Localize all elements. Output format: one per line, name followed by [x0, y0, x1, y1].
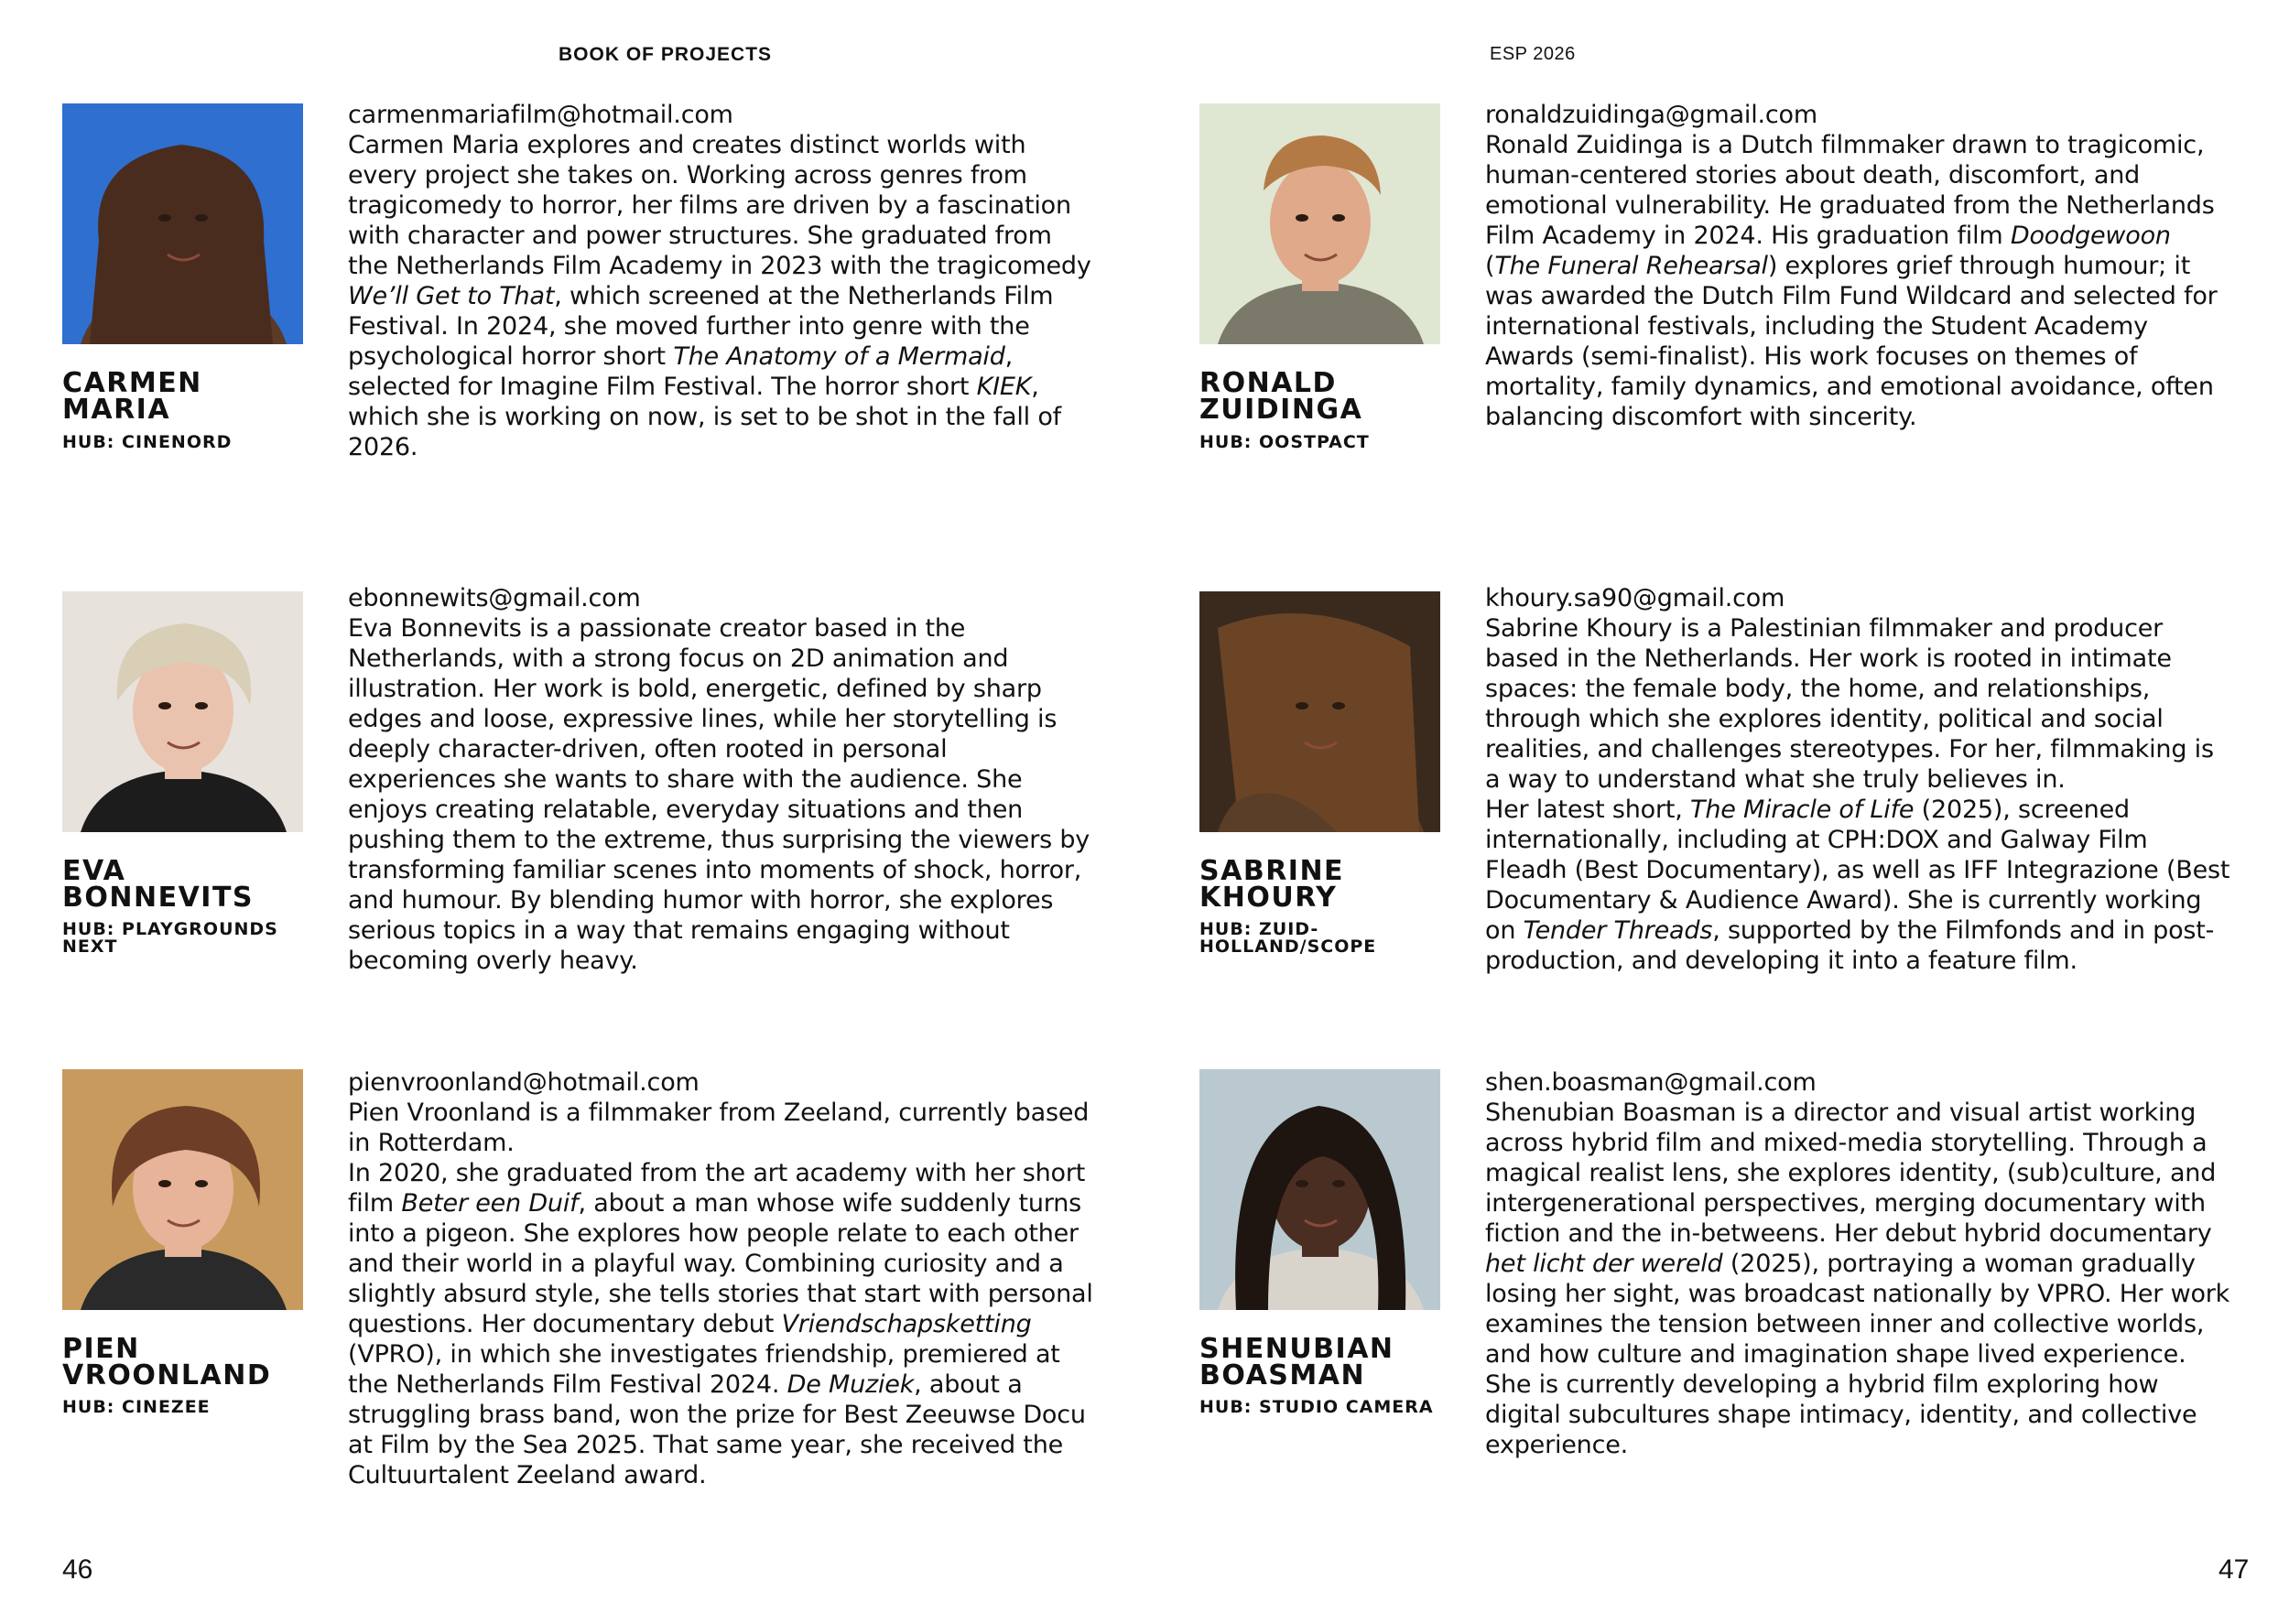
work-title: We’ll Get to That — [348, 282, 555, 310]
bio-block — [1485, 100, 2231, 432]
edition-header: ESP 2026 — [1490, 44, 1576, 64]
bio-text: , which she is working on now, is set to be shot in the fall of 2026. — [348, 373, 1061, 461]
bio-paragraph — [348, 1158, 1094, 1490]
portrait-photo — [62, 591, 303, 832]
work-title: Vriendschapsketting — [781, 1310, 1032, 1338]
profile-name-line1: SHENUBIAN — [1199, 1333, 1394, 1365]
hub-label: HUB: CINEZEE — [62, 1397, 211, 1417]
email-address[interactable]: ebonnewits@gmail.com — [348, 584, 641, 612]
bio-block — [348, 100, 1094, 462]
portrait-photo — [62, 1069, 303, 1310]
bio-text: , which screened at the Netherlands Film Festival. In 2024, she moved further into genre with the psychological horror short — [348, 282, 1054, 371]
profile-name-line2: KHOURY — [1199, 882, 1338, 914]
bio-text: , about a man whose wife suddenly turns into a pigeon. She explores how people relate to each other and their world in a playful way. Combining curiosity and a slightly absurd style, she tells stories that start with personal questions. Her documentary debut — [348, 1189, 1093, 1338]
work-title: het licht der wereld — [1485, 1250, 1723, 1278]
portrait-photo — [1199, 591, 1440, 832]
portrait-photo — [62, 103, 303, 344]
profile-name — [62, 367, 337, 426]
portrait-photo — [1199, 1069, 1440, 1310]
work-title: The Funeral Rehearsal — [1494, 252, 1768, 280]
bio-text: , selected for Imagine Film Festival. The horror short — [348, 342, 1014, 401]
work-title: Doodgewoon — [2010, 222, 2171, 250]
bio-text: , supported by the Filmfonds and in post-production, and developing it into a feature film. — [1485, 916, 2215, 975]
hub-label: HUB: PLAYGROUNDS NEXT — [62, 919, 278, 957]
bio-text: Ronald Zuidinga is a Dutch filmmaker drawn to tragicomic, human-centered stories about death, discomfort, and emotional vulnerability. He graduated from the Netherlands Film Academy in 2024. His graduation film — [1485, 131, 2215, 250]
page-number-right: 47 — [2218, 1554, 2250, 1585]
profile-name-line1: PIEN — [62, 1333, 140, 1365]
work-title: Tender Threads — [1523, 916, 1713, 945]
bio-text: , about a struggling brass band, won the prize for Best Zeeuwse Docu at Film by the Sea 2025. That same year, she received the Cultuurtalent Zeeland award. — [348, 1370, 1086, 1489]
work-title: The Miracle of Life — [1690, 796, 1915, 824]
work-title: De Muziek — [787, 1370, 915, 1399]
bio-paragraph — [1485, 795, 2231, 976]
book-title-header: BOOK OF PROJECTS — [559, 44, 773, 65]
email-address[interactable]: khoury.sa90@gmail.com — [1485, 584, 1785, 612]
work-title: Beter een Duif — [401, 1189, 579, 1218]
profile-name-line2: MARIA — [62, 394, 171, 426]
hub-label: HUB: OOSTPACT — [1199, 432, 1370, 452]
bio-text: (2025), portraying a woman gradually losing her sight, was broadcast nationally by VPRO. Her work examines the tension between inner and collective worlds, and how culture and imagination shape lived experience. She is currently developing a hybrid film exploring how digital subcultures shape intimacy, identity, and collective experience. — [1485, 1250, 2230, 1459]
profile-name — [1199, 367, 1474, 426]
profile-name-line1: RONALD — [1199, 367, 1337, 399]
bio-text: Sabrine Khoury is a Palestinian filmmaker and producer based in the Netherlands. Her work is rooted in intimate spaces: the female body, the home, and relationships, through which she explores identity, political and social realities, and challenges stereotypes. For her, filmmaking is a way to understand what she truly believes in. — [1485, 614, 2214, 794]
bio-text: Pien Vroonland is a filmmaker from Zeeland, currently based in Rotterdam. — [348, 1099, 1090, 1157]
bio-block — [348, 1067, 1094, 1490]
bio-text: (VPRO), in which she investigates friendship, premiered at the Netherlands Film Festival 2024. — [348, 1340, 1060, 1399]
profile-name — [1199, 1333, 1474, 1391]
profile-name-line2: BONNEVITS — [62, 882, 255, 914]
profile-name-line1: CARMEN — [62, 367, 202, 399]
portrait-photo — [1199, 103, 1440, 344]
bio-paragraph — [348, 130, 1094, 462]
hub-label: HUB: STUDIO CAMERA — [1199, 1397, 1434, 1417]
bio-paragraph — [1485, 1098, 2231, 1460]
work-title: The Anatomy of a Mermaid — [673, 342, 1005, 371]
profile-name-line2: BOASMAN — [1199, 1359, 1366, 1391]
bio-text: Shenubian Boasman is a director and visual artist working across hybrid film and mixed-media storytelling. Through a magical realist lens, she explores identity, (sub)culture, and intergenerational perspectives, merging documentary with fiction and the in-betweens. Her debut hybrid documentary — [1485, 1099, 2217, 1248]
bio-paragraph — [1485, 613, 2231, 795]
bio-text: Eva Bonnevits is a passionate creator based in the Netherlands, with a strong focus on 2D animation and illustration. Her work is bold, energetic, defined by sharp edges and loose, expressive lines, while her storytelling is deeply character-driven, often rooted in personal experiences she wants to share with the audience. She enjoys creating relatable, everyday situations and then pushing them to the extreme, thus surprising the viewers by transforming familiar scenes into moments of shock, horror, and humour. By blending humor with horror, she explores serious topics in a way that remains engaging without becoming overly heavy. — [348, 614, 1090, 975]
profile-name-line1: SABRINE — [1199, 855, 1345, 887]
profile-name — [62, 1333, 337, 1391]
profile-name — [1199, 855, 1474, 914]
profile-name-line2: ZUIDINGA — [1199, 394, 1363, 426]
work-title: KIEK — [976, 373, 1032, 401]
bio-paragraph — [348, 613, 1094, 976]
bio-text: ) explores grief through humour; it was awarded the Dutch Film Fund Wildcard and selected for international festivals, including the Student Academy Awards (semi-finalist). His work focuses on themes of mortality, family dynamics, and emotional avoidance, often balancing discomfort with sincerity. — [1485, 252, 2218, 431]
bio-paragraph — [1485, 130, 2231, 432]
hub-label: HUB: CINENORD — [62, 432, 233, 452]
email-address[interactable]: shen.boasman@gmail.com — [1485, 1068, 1817, 1097]
email-address[interactable]: ronaldzuidinga@gmail.com — [1485, 101, 1817, 129]
email-address[interactable]: pienvroonland@hotmail.com — [348, 1068, 700, 1097]
bio-text: ( — [1485, 252, 1495, 280]
bio-text: In 2020, she graduated from the art academy with her short film — [348, 1159, 1086, 1218]
bio-text: Carmen Maria explores and creates distinct worlds with every project she takes on. Working across genres from tragicomedy to horror, her films are driven by a fascination with character and power structures. She graduated from the Netherlands Film Academy in 2023 with the tragicomedy — [348, 131, 1091, 280]
hub-label: HUB: ZUID-HOLLAND/SCOPE — [1199, 919, 1377, 957]
bio-paragraph — [348, 1098, 1094, 1158]
bio-text: (2025), screened internationally, including at CPH:DOX and Galway Film Fleadh (Best Documentary), as well as IFF Integrazione (Best Documentary & Audience Award). She is currently working on — [1485, 796, 2230, 945]
bio-block — [1485, 583, 2231, 976]
profile-name-line1: EVA — [62, 855, 126, 887]
profile-name-line2: VROONLAND — [62, 1359, 272, 1391]
email-address[interactable]: carmenmariafilm@hotmail.com — [348, 101, 733, 129]
bio-text: Her latest short, — [1485, 796, 1691, 824]
profile-name — [62, 855, 337, 914]
page-number-left: 46 — [62, 1554, 93, 1585]
bio-block — [1485, 1067, 2231, 1460]
bio-block — [348, 583, 1094, 976]
